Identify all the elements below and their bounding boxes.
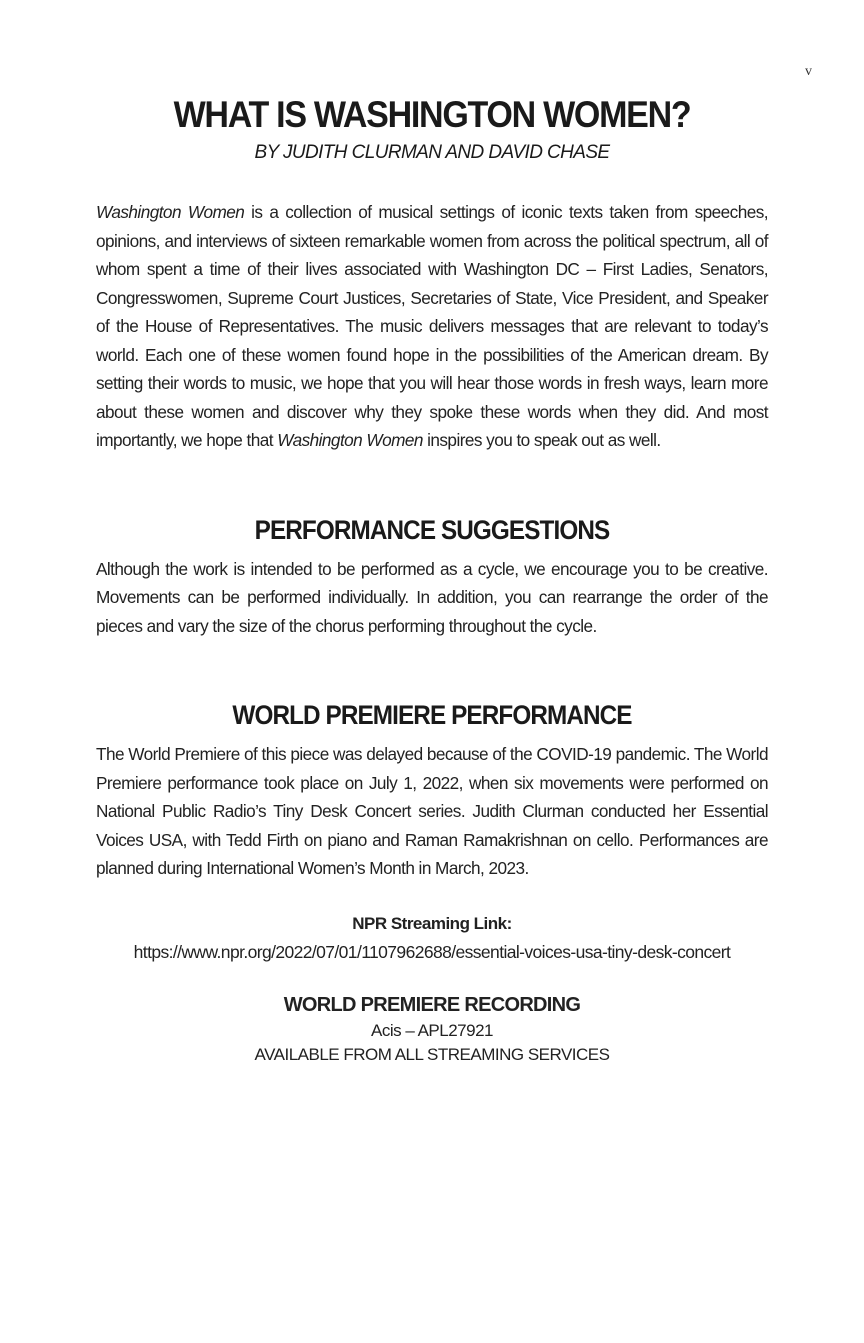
page-title: WHAT IS WASHINGTON WOMEN? xyxy=(173,94,691,135)
recording-availability: AVAILABLE FROM ALL STREAMING SERVICES xyxy=(254,1044,610,1064)
page-content xyxy=(96,92,768,1067)
recording-catalog: Acis – APL27921 xyxy=(371,1020,493,1040)
work-title-italic: Washington Women xyxy=(96,202,245,222)
byline: BY JUDITH CLURMAN AND DAVID CHASE xyxy=(254,142,610,163)
section-heading-world-premiere-performance: WORLD PREMIERE PERFORMANCE xyxy=(232,700,632,730)
intro-paragraph xyxy=(96,198,768,455)
npr-streaming-label: NPR Streaming Link: xyxy=(352,913,512,933)
recording-title: WORLD PREMIERE RECORDING xyxy=(283,993,581,1016)
npr-streaming-link[interactable]: https://www.npr.org/2022/07/01/1107962688/essential-voices-usa-tiny-desk-concert xyxy=(133,941,731,962)
world-premiere-paragraph: The World Premiere of this piece was delayed because of the COVID-19 pandemic. The World Premiere performance took place on July 1, 2022, when six movements were performed on National Public Radio’s Tiny Desk Concert series. Judith Clurman conducted her Essential Voices USA, with Tedd Firth on piano and Raman Ramakrishnan on cello. Performances are planned during International Women’s Month in March, 2023. xyxy=(96,744,768,878)
intro-text-part-1: is a collection of musical settings of iconic texts taken from speeches, opinions, and interviews of sixteen remarkable women from across the political spectrum, all of whom spent a time of their lives associated with Washington DC – First Ladies, Senators, Congresswomen, Supreme Court Justices, Secretaries of State, Vice President, and Speaker of the House of Representatives. The music delivers messages that are relevant to today’s world. Each one of these women found hope in the possibilities of the American dream. By setting their words to music, we hope that you will hear those words in fresh ways, learn more about these women and discover why they spoke these words when they did. And most importantly, we hope that xyxy=(96,202,768,450)
section-heading-performance-suggestions: PERFORMANCE SUGGESTIONS xyxy=(254,514,610,545)
performance-suggestions-paragraph: Although the work is intended to be performed as a cycle, we encourage you to be creative. Movements can be performed individually. In addition, you can rearrange the order of the pieces and vary the size of the chorus performing throughout the cycle. xyxy=(96,558,768,636)
page-number: v xyxy=(805,64,812,79)
recording-block xyxy=(96,991,768,1067)
npr-block xyxy=(96,911,768,967)
work-title-italic: Washington Women xyxy=(277,430,423,450)
intro-text-part-2: inspires you to speak out as well. xyxy=(422,430,661,450)
